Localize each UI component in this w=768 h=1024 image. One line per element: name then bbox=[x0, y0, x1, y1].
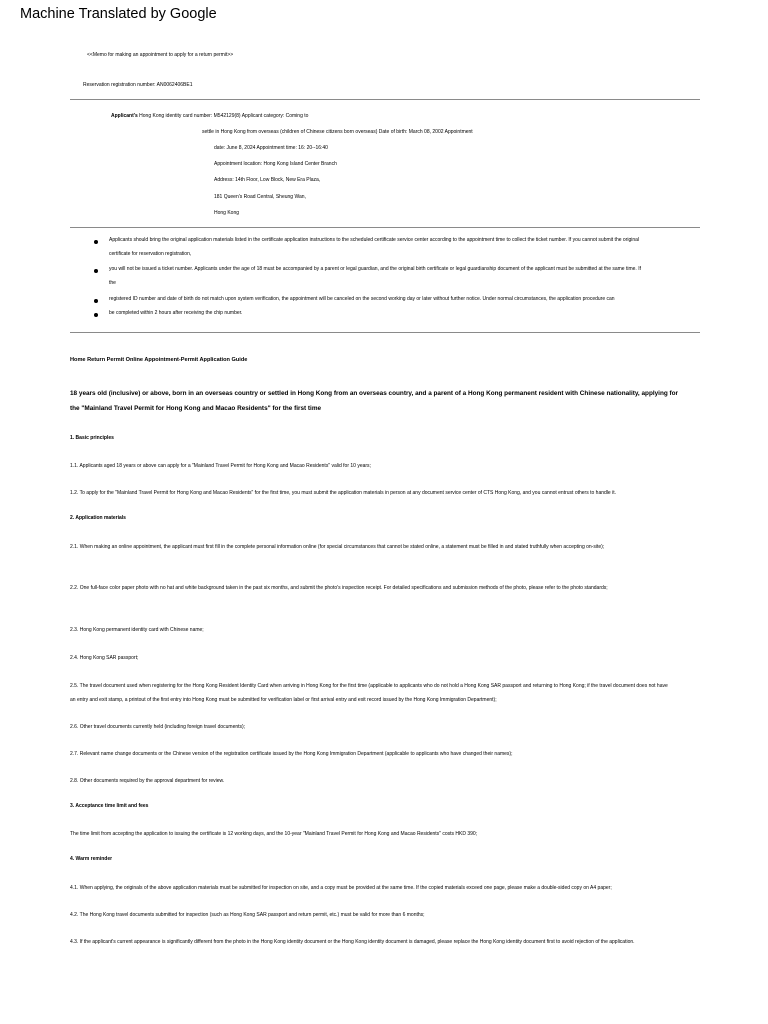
section-2-item-6: 2.6. Other travel documents currently held (including foreign travel documents); bbox=[70, 724, 246, 730]
note-line-1: Applicants should bring the original application materials listed in the certificate application instructions to the scheduled certificate service center according to the appointment time to collect the ticket number. If you cannot submit the original bbox=[109, 237, 640, 243]
bullet-icon bbox=[94, 269, 98, 273]
section-2-item-7: 2.7. Relevant name change documents or the Chinese version of the registration certificate issued by the Hong Kong Immigration Department (applicable to applicants who have changed their names); bbox=[70, 751, 513, 757]
section-1-title: 1. Basic principles bbox=[70, 435, 114, 441]
memo-title: <<Memo for making an appointment to apply for a return permit>> bbox=[87, 52, 234, 58]
section-1-item-1: 1.1. Applicants aged 18 years or above can apply for a "Mainland Travel Permit for Hong Kong and Macao Residents" valid for 10 years; bbox=[70, 463, 371, 469]
section-2-item-8: 2.8. Other documents required by the approval department for review. bbox=[70, 778, 225, 784]
note-line-2: certificate for reservation registration, bbox=[109, 251, 192, 257]
applicant-id-text: Hong Kong identity card number: M542129(8) Applicant category: Coming to bbox=[139, 113, 309, 119]
divider-bottom bbox=[70, 332, 700, 333]
divider-top bbox=[70, 99, 700, 100]
section-4-item-3: 4.3. If the applicant's current appearance is significantly different from the photo in the Hong Kong identity document or the Hong Kong identity document is damaged, please replace the Hong Kong identity document first to avoid rejection of the application. bbox=[70, 939, 635, 945]
section-2-item-4: 2.4. Hong Kong SAR passport; bbox=[70, 655, 139, 661]
section-2-item-3: 2.3. Hong Kong permanent identity card with Chinese name; bbox=[70, 627, 204, 633]
applicant-label: Applicant's bbox=[111, 113, 138, 119]
appointment-location: Appointment location: Hong Kong Island Center Branch bbox=[214, 161, 337, 167]
bullet-icon bbox=[94, 313, 98, 317]
reservation-number: Reservation registration number: AN0062406BE1 bbox=[83, 82, 193, 88]
bullet-icon bbox=[94, 240, 98, 244]
section-4-item-1: 4.1. When applying, the originals of the above application materials must be submitted for inspection on site, and a copy must be provided at the same time. If the copied materials exceed one page, please make a double-sided copy on A4 paper; bbox=[70, 885, 612, 891]
section-4-item-2: 4.2. The Hong Kong travel documents submitted for inspection (such as Hong Kong SAR passport and return permit, etc.) must be valid for more than 6 months; bbox=[70, 912, 425, 918]
applicant-line-2: settle in Hong Kong from overseas (children of Chinese citizens born overseas) Date of birth: March 08, 2002 Appointment bbox=[202, 129, 473, 135]
section-3-title: 3. Acceptance time limit and fees bbox=[70, 803, 149, 809]
address-line-2: 181 Queen's Road Central, Sheung Wan, bbox=[214, 194, 306, 200]
note-line-5: registered ID number and date of birth do not match upon system verification, the appointment will be canceled on the second working day or later without further notice. Under normal circumstances, the application procedure can bbox=[109, 296, 615, 302]
section-3-item-1: The time limit from accepting the application to issuing the certificate is 12 working days, and the 10-year "Mainland Travel Permit for Hong Kong and Macao Residents" costs HKD 390; bbox=[70, 831, 478, 837]
appointment-date: date: June 8, 2024 Appointment time: 16: 20--16:40 bbox=[214, 145, 328, 151]
divider-middle bbox=[70, 227, 700, 228]
section-2-item-5b: an entry and exit stamp, a printout of the first entry into Hong Kong must be submitted for verification label or first arrival entry and exit record issued by the Hong Kong Immigration Department); bbox=[70, 697, 497, 703]
note-line-3: you will not be issued a ticket number. Applicants under the age of 18 must be accompanied by a parent or legal guardian, and the original birth certificate or legal guardianship document of the applicant must be submitted at the same time. If bbox=[109, 266, 641, 272]
section-2-item-5a: 2.5. The travel document used when registering for the Hong Kong Resident Identity Card when arriving in Hong Kong for the first time (applicable to applicants who do not hold a Hong Kong SAR passport and returning to Hong Kong; if the travel document does not have bbox=[70, 683, 668, 689]
address-line-3: Hong Kong bbox=[214, 210, 240, 216]
applicant-line-1 bbox=[111, 113, 308, 120]
note-line-4: the bbox=[109, 280, 116, 286]
bullet-icon bbox=[94, 299, 98, 303]
section-1-item-2: 1.2. To apply for the "Mainland Travel Permit for Hong Kong and Macao Residents" for the first time, you must submit the application materials in person at any document service center of CTS Hong Kong, and you cannot entrust others to handle it. bbox=[70, 490, 616, 496]
section-2-item-2: 2.2. One full-face color paper photo with no hat and white background taken in the past six months, and submit the photo's inspection receipt. For detailed specifications and submission methods of the photo, please refer to the photo standards; bbox=[70, 585, 608, 591]
guide-title: Home Return Permit Online Appointment-Permit Application Guide bbox=[70, 357, 248, 363]
address-line-1: Address: 14th Floor, Low Block, New Era Plaza, bbox=[214, 177, 321, 183]
guide-subtitle-line-1: 18 years old (inclusive) or above, born in an overseas country or settled in Hong Kong from an overseas country, and a parent of a Hong Kong permanent resident with Chinese nationality, applying for bbox=[70, 390, 679, 397]
machine-translation-banner: Machine Translated by Google bbox=[20, 6, 217, 22]
section-2-title: 2. Application materials bbox=[70, 515, 126, 521]
guide-subtitle-line-2: the "Mainland Travel Permit for Hong Kong and Macao Residents" for the first time bbox=[70, 405, 322, 412]
note-line-6: be completed within 2 hours after receiving the chip number. bbox=[109, 310, 243, 316]
section-4-title: 4. Warm reminder bbox=[70, 856, 113, 862]
section-2-item-1: 2.1. When making an online appointment, the applicant must first fill in the complete personal information online (for special circumstances that cannot be stated online, a statement must be filled in and stated truthfully when accepting on-site); bbox=[70, 544, 605, 550]
